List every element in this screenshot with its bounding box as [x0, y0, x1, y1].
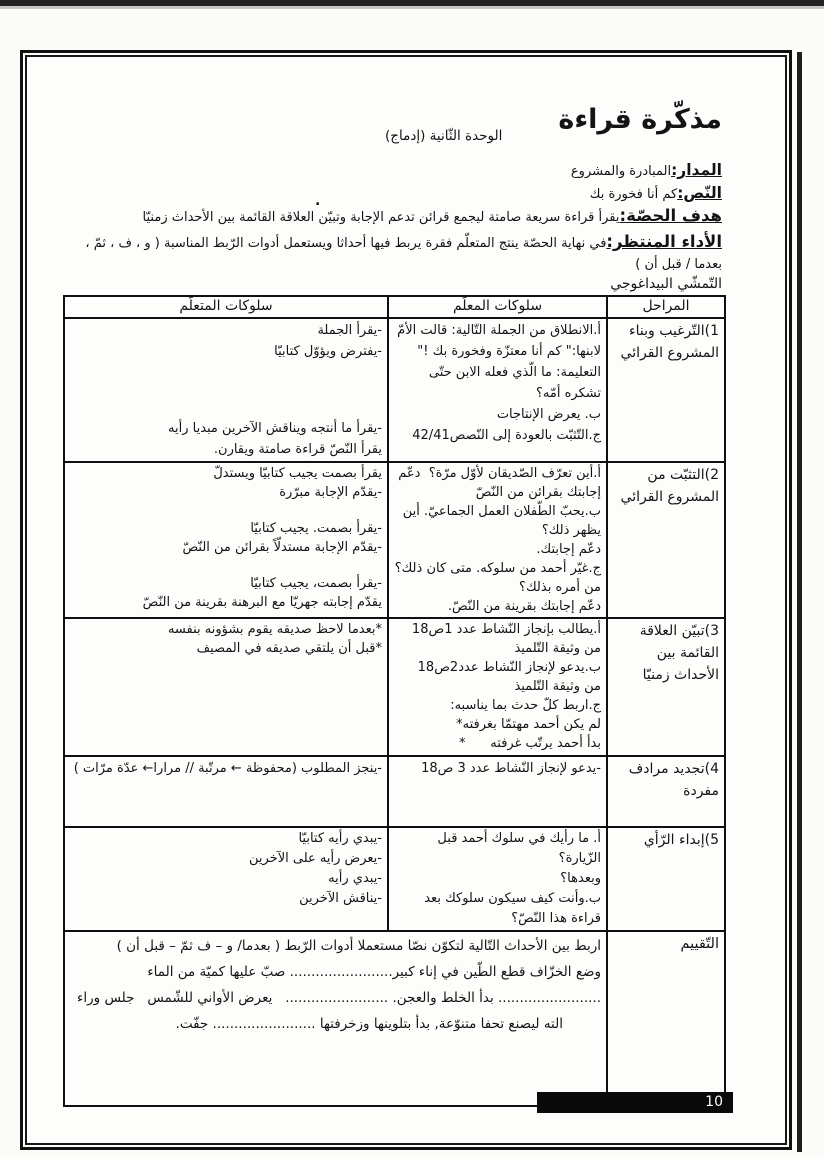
page-number-bar — [537, 1092, 733, 1113]
approach-title: التّمشّي البيداغوجي — [610, 276, 722, 292]
pedagogy-table — [63, 295, 726, 1107]
teacher-line: دعّم إجابتك بقرينة من النّصّ. — [447, 599, 601, 614]
field-expected-wrap: بعدما / قبل أن ) — [635, 257, 722, 272]
learner-line: -ينجز المطلوب (محفوظة ← مرتّبة // مرارا← عدّة مرّات ) — [73, 761, 382, 776]
teacher-line: أ.أين تعرّف الصّديقان لأوّل مرّة؟ دعّم — [398, 466, 601, 481]
stray-dot-artifact: . — [315, 193, 321, 209]
evaluation-line: اربط بين الأحداث التّالية لتكوّن نصّا مستعملا أدوات الرّبط ( بعدما/ و – ف ثمّ – قبل أن ) — [116, 938, 601, 954]
learner-line: -يبدي رأيه — [328, 871, 382, 886]
teacher-line: ب.يحبّ الطّفلان العمل الجماعيّ. أين — [402, 504, 601, 519]
learner-line: -يعرض رأيه على الآخرين — [249, 851, 382, 866]
learner-line: يقدّم إجابته جهريّا مع البرهنة بقرينة من النّصّ — [142, 595, 382, 610]
teacher-line: بدأ أحمد يرتّب غرفته * — [459, 736, 601, 751]
evaluation-line: الته ليصنع تحفا متنوّعة, بدأ بتلوينها وزخرفتها ........................ جفّت. — [175, 1016, 563, 1032]
teacher-line: التعليمة: ما الّذي فعله الابن حتّى — [428, 365, 601, 380]
teacher-cell-2 — [388, 462, 607, 618]
learner-line: -يقدّم الإجابة مستدلّاً بقرائن من النّصّ — [182, 540, 382, 555]
learner-line: -يبدي رأيه كتابيّا — [298, 831, 382, 846]
teacher-line: من وثيقة التّلميذ — [514, 679, 601, 694]
evaluation-line: ........................ بدأ الخلط والعجن. ........................ يعرض الأواني للشّمس جلس وراء — [77, 990, 601, 1006]
teacher-line: ج.اربط كلّ حدث بما يناسبه: — [450, 698, 601, 713]
learner-line: يقرأ النّصّ قراءة صامتة ويقارن. — [213, 442, 382, 457]
unit-subtitle: الوحدة الثّانية (إدماج) — [385, 128, 503, 144]
field-madar-label: المدار: — [671, 161, 722, 179]
teacher-line: أ. ما رأيك في سلوك أحمد قبل الزّيارة؟ — [433, 831, 601, 866]
stage-cell-5: 5)إبداء الرّأي — [607, 827, 725, 931]
teacher-cell-3 — [388, 618, 607, 756]
evaluation-content-cell — [64, 931, 607, 1106]
stage-cell-2: 2)التثبّت من المشروع القرائي — [607, 462, 725, 618]
teacher-line: -يدعو لإنجاز النّشاط عدد 3 ص18 — [421, 761, 601, 776]
field-text — [590, 184, 722, 202]
teacher-line: إجابتك بقرائن من النّصّ — [475, 485, 601, 500]
teacher-cell-1 — [388, 318, 607, 462]
field-goal — [143, 206, 722, 225]
learner-line: -يفترض ويؤوّل كتابيّا — [274, 344, 382, 359]
learner-line: -يقرأ بصمت. يجيب كتابيّا — [250, 521, 382, 536]
teacher-line: ب. يعرض الإنتاجات — [496, 407, 601, 422]
table-row-stage-1 — [64, 318, 725, 462]
field-madar-value: المبادرة والمشروع — [570, 164, 672, 179]
teacher-line: ب.يدعو لإنجاز النّشاط عدد2ص18 — [417, 660, 601, 675]
table-row-stage-4 — [64, 756, 725, 827]
page-number: 10 — [705, 1094, 723, 1110]
table-row-stage-5 — [64, 827, 725, 931]
teacher-line: ج.غيّر أحمد من سلوكه. متى كان ذلك؟ — [394, 561, 601, 576]
learner-line: -يقدّم الإجابة مبرّرة — [279, 485, 382, 500]
teacher-line: من وثيقة التّلميذ — [514, 641, 601, 656]
teacher-line: دعّم إجابتك. — [536, 542, 601, 557]
learner-cell-1 — [64, 318, 388, 462]
field-expected — [85, 232, 722, 251]
learner-cell-4 — [64, 756, 388, 827]
teacher-line: أ.الانطلاق من الجملة التّالية: قالت الأمّ — [397, 323, 601, 338]
table-header-row — [64, 296, 725, 318]
stage-cell-1: 1)التّرغيب وبناء المشروع القرائي — [607, 318, 725, 462]
learner-line: يقرأ بصمت يجيب كتابيّا ويستدلّ — [213, 466, 382, 481]
learner-line: *بعدما لاحظ صديقه يقوم بشؤونه بنفسه — [167, 622, 382, 637]
learner-line: -يقرأ الجملة — [317, 323, 382, 338]
stage-cell-4: 4)تجديد مرادف مفردة — [607, 756, 725, 827]
stage-cell-3: 3)تبيّن العلاقة القائمة بين الأحداث زمنيّا — [607, 618, 725, 756]
teacher-line: وبعدها؟ — [560, 871, 601, 886]
learner-line: -يقرأ بصمت، يجيب كتابيّا — [250, 576, 382, 591]
teacher-line: ب.وأنت كيف سيكون سلوكك بعد — [424, 891, 601, 906]
table-row-stage-3 — [64, 618, 725, 756]
teacher-cell-4 — [388, 756, 607, 827]
header-stages: المراحل — [607, 296, 725, 318]
field-madar — [571, 161, 722, 179]
teacher-line: يظهر ذلك؟ — [541, 523, 601, 538]
field-expected-value: في نهاية الحصّة ينتج المتعلّم فقرة يربط فيها أحداثا ويستعمل أدوات الرّبط المناسبة ( و ، ف ، ثمّ ، — [85, 236, 607, 251]
learner-cell-3 — [64, 618, 388, 756]
table-row-stage-2 — [64, 462, 725, 618]
teacher-line: أ.يطالب بإنجاز النّشاط عدد 1ص18 — [411, 622, 601, 637]
teacher-line: لم يكن أحمد مهتمّا بغرفته* — [456, 717, 601, 732]
learner-cell-5 — [64, 827, 388, 931]
learner-line: -يقرأ ما أنتجه ويناقش الآخرين مبديا رأيه — [168, 421, 382, 436]
table-row-evaluation — [64, 931, 725, 1106]
scan-artifact-right-edge — [797, 52, 802, 1152]
teacher-line: من أمره بذلك؟ — [519, 580, 601, 595]
field-goal-value: يقرأ قراءة سريعة صامتة ليجمع قرائن تدعم الإجابة وتبيّن العلاقة القائمة بين الأحداث زمنيّا — [142, 210, 620, 225]
scan-artifact-top-shadow — [0, 6, 824, 9]
teacher-cell-5 — [388, 827, 607, 931]
header-teacher-behaviors: سلوكات المعلّم — [388, 296, 607, 318]
learner-cell-2 — [64, 462, 388, 618]
learner-line: *قبل أن يلتقي صديقه في المصيف — [196, 641, 382, 656]
field-text-value: كم أنا فخورة بك — [589, 187, 678, 202]
field-goal-label: هدف الحصّة: — [619, 206, 722, 225]
header-learner-behaviors: سلوكات المتعلّم — [64, 296, 388, 318]
teacher-line: لابنها:" كم أنا معتزّة وفخورة بك !" — [417, 344, 601, 359]
evaluation-label-cell: التّقييم — [607, 931, 725, 1106]
field-text-label: النّص: — [677, 184, 722, 202]
teacher-line: ج.التّثبّت بالعودة إلى النّصص42/41 — [412, 428, 601, 443]
teacher-line: قراءة هذا النّصّ؟ — [511, 911, 601, 926]
learner-line: -يناقش الآخرين — [299, 891, 382, 906]
field-expected-label: الأداء المنتظر: — [606, 232, 722, 251]
evaluation-line: وضع الخزّاف قطع الطّين في إناء كبير........................ صبّ عليها كميّة من الماء — [147, 964, 601, 980]
document-title: مذكّرة قراءة — [558, 104, 722, 135]
teacher-line: تشكره أمّه؟ — [536, 386, 601, 401]
